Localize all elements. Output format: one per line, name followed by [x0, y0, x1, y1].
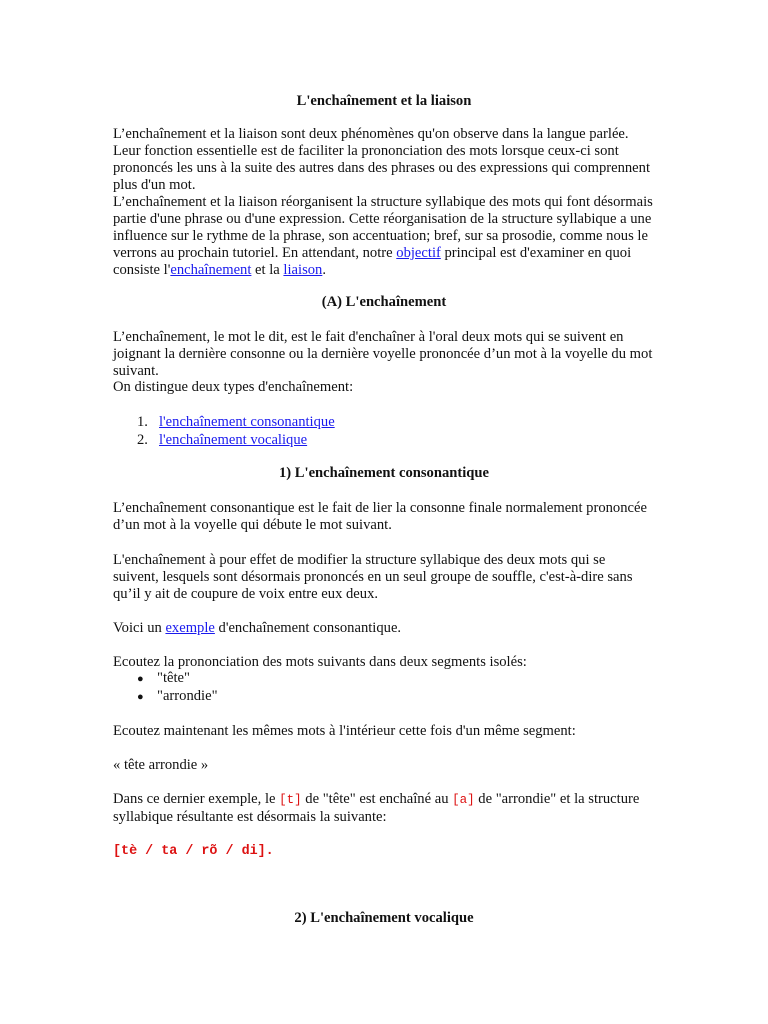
section-1-paragraph-3 — [113, 620, 653, 637]
intro-paragraph-2-text: L’enchaînement et la liaison réorganisent la structure syllabique des mots qui font désormais partie d'une phrase ou d'une expression. Cette réorganisation de la structure syllabique a une influence sur le rythme de la phrase, son accentuation; bref, sur sa prosodie, comme nous le verrons au prochain tutoriel. En attendant, notre — [113, 194, 653, 261]
enchainement-link[interactable]: enchaînement — [170, 262, 252, 278]
section-1-heading: 1) L'enchaînement consonantique — [278, 465, 489, 481]
section-1-paragraph-2: L'enchaînement à pour effet de modifier la structure syllabique des deux mots qui se suivent, lesquels sont désormais prononcés en un seul groupe de souffle, c'est-à-dire sans qu’il y ait de coupure de voix entre eux deux. — [113, 552, 633, 602]
section-a-paragraph-1: L’enchaînement, le mot le dit, est le fait d'enchaîner à l'oral deux mots qui se suivent en joignant la dernière consonne ou la dernière voyelle prononcée d’un mot à la voyelle du mot suivant. — [113, 329, 653, 379]
intro-paragraph-2 — [113, 194, 653, 279]
enchainement-types-list — [113, 414, 613, 449]
section-1-paragraph-4: Ecoutez la prononciation des mots suivants dans deux segments isolés: — [113, 654, 527, 670]
intro-paragraph-2-mid: principal est d'examiner en quoi consiste l' — [113, 245, 632, 278]
vocalique-link[interactable]: l'enchaînement vocalique — [159, 431, 308, 448]
exemple-link[interactable]: exemple — [165, 620, 215, 636]
word-arrondie: "arrondie" — [157, 687, 218, 704]
objectif-link[interactable]: objectif — [396, 245, 441, 261]
list-number: 1. — [137, 414, 148, 430]
section-a-heading: (A) L'enchaînement — [321, 294, 447, 310]
intro-paragraph-1: L’enchaînement et la liaison sont deux phénomènes qu'on observe dans la langue parlée. Leur fonction essentielle est de faciliter la prononciation des mots lorsque ceux-ci sont prononcés les uns à la suite des autres dans des phrases ou des expressions qui comprennent plus d'un mot. — [113, 126, 651, 193]
list-item — [113, 670, 613, 688]
section-2-heading: 2) L'enchaînement vocalique — [294, 910, 474, 926]
section-1-paragraph-7 — [113, 791, 653, 826]
section-1-paragraph-3-before: Voici un — [113, 620, 166, 636]
sound-t: [t] — [279, 793, 302, 807]
list-item — [113, 432, 613, 450]
sound-a: [a] — [452, 793, 475, 807]
intro-paragraph-2-end: . — [322, 262, 326, 278]
paragraph-7-part-a: Dans ce dernier exemple, le — [113, 791, 280, 807]
phonetic-transcription: [tè / ta / rõ / di]. — [113, 844, 274, 859]
list-number: 2. — [137, 431, 148, 448]
word-tete: "tête" — [157, 670, 190, 686]
list-item — [113, 414, 613, 432]
intro-paragraph-2-and: et la — [251, 262, 284, 278]
section-1-paragraph-5: Ecoutez maintenant les mêmes mots à l'intérieur cette fois d'un même segment: — [113, 723, 576, 739]
isolated-words-list — [113, 670, 613, 705]
section-1-example-phrase: « tête arrondie » — [113, 757, 209, 773]
section-1-paragraph-1: L’enchaînement consonantique est le fait de lier la consonne finale normalement prononcée d’un mot à la voyelle qui débute le mot suivant. — [113, 500, 647, 533]
paragraph-7-part-b: de "tête" est enchaîné au — [301, 791, 453, 807]
section-1-paragraph-3-after: d'enchaînement consonantique. — [214, 620, 402, 636]
page-title: L'enchaînement et la liaison — [296, 93, 472, 109]
bullet-icon: ● — [137, 673, 144, 685]
section-a-paragraph-2: On distingue deux types d'enchaînement: — [113, 379, 354, 395]
paragraph-7-part-c: de "arrondie" et la structure syllabique résultante est désormais la suivante: — [113, 791, 640, 825]
list-item — [113, 688, 613, 706]
bullet-icon: ● — [137, 690, 144, 703]
liaison-link[interactable]: liaison — [283, 262, 323, 278]
consonantique-link[interactable]: l'enchaînement consonantique — [159, 414, 335, 430]
